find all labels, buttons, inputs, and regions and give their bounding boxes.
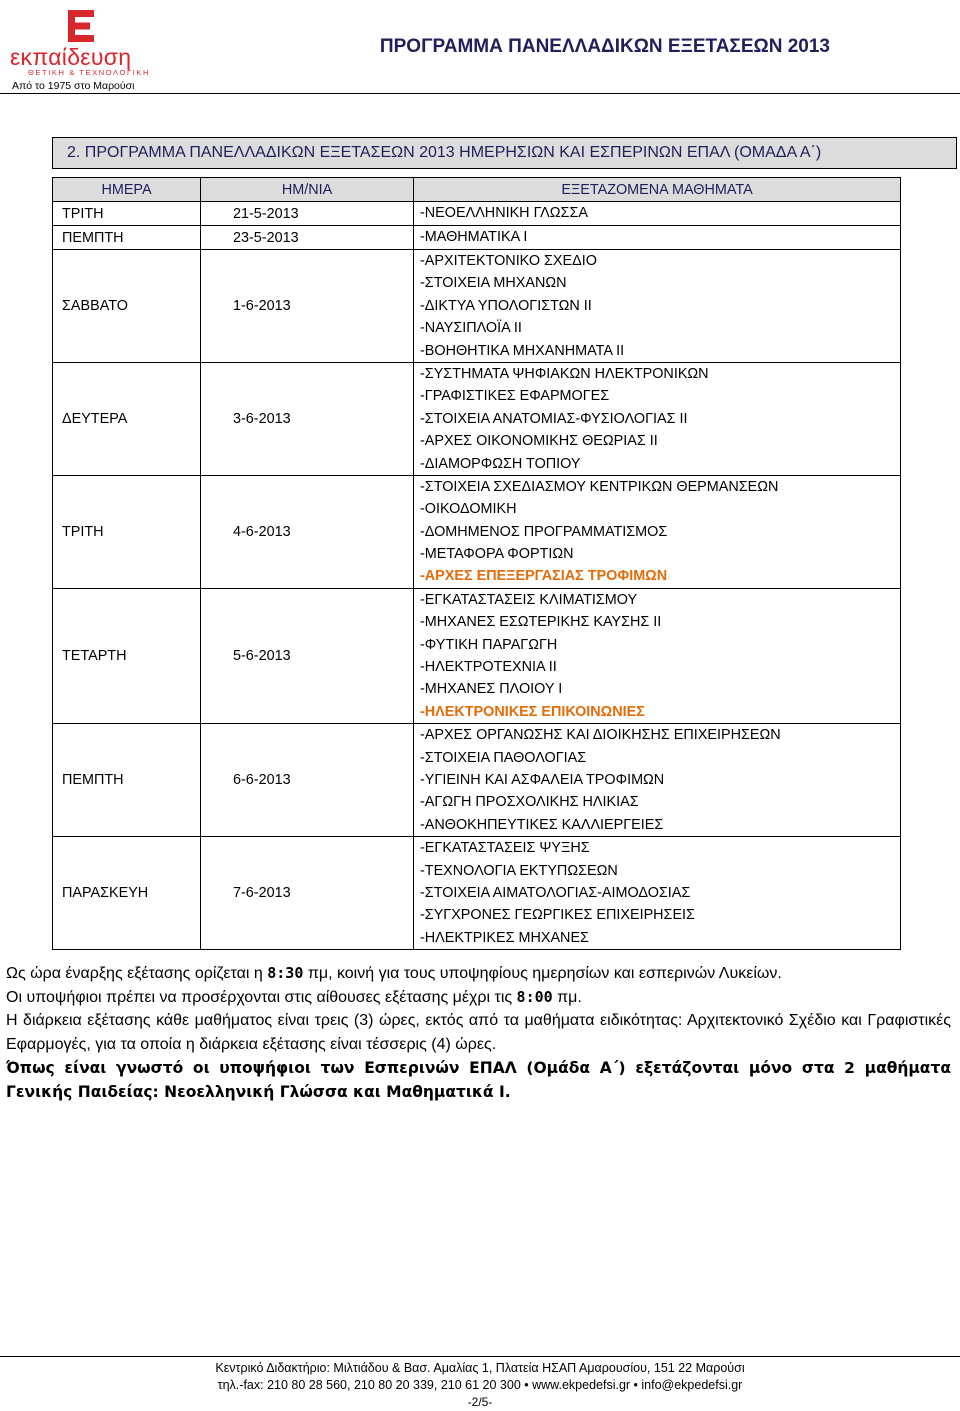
table-body	[53, 202, 901, 950]
notes	[6, 962, 951, 1104]
subject-item: -ΦΥΤΙΚΗ ΠΑΡΑΓΩΓΗ	[420, 636, 558, 653]
subject-item: -ΣΤΟΙΧΕΙΑ ΣΧΕΔΙΑΣΜΟΥ ΚΕΝΤΡΙΚΩΝ ΘΕΡΜΑΝΣΕΩΝ	[420, 478, 779, 495]
subject-item: -ΣΥΓΧΡΟΝΕΣ ΓΕΩΡΓΙΚΕΣ ΕΠΙΧΕΙΡΗΣΕΙΣ	[420, 907, 695, 924]
subject-item: -ΓΡΑΦΙΣΤΙΚΕΣ ΕΦΑΡΜΟΓΕΣ	[420, 388, 610, 405]
subject-item: -ΣΤΟΙΧΕΙΑ ΜΗΧΑΝΩΝ	[420, 275, 567, 292]
subject-item: -ΔΙΑΜΟΡΦΩΣΗ ΤΟΠΙΟΥ	[420, 455, 581, 472]
logo-name: εκπαίδευση	[10, 44, 132, 70]
cell-day: ΣΑΒΒΑΤΟ	[53, 250, 201, 363]
cell-day: ΠΕΜΠΤΗ	[53, 724, 201, 837]
cell-subjects	[414, 475, 901, 588]
subject-item: -ΜΗΧΑΝΕΣ ΕΣΩΤΕΡΙΚΗΣ ΚΑΥΣΗΣ ΙΙ	[420, 614, 662, 631]
subject-item: -ΣΤΟΙΧΕΙΑ ΠΑΘΟΛΟΓΙΑΣ	[420, 749, 587, 766]
cell-day: ΠΕΜΠΤΗ	[53, 226, 201, 250]
table-row	[53, 226, 901, 250]
subject-item: -ΗΛΕΚΤΡΟΤΕΧΝΙΑ ΙΙ	[420, 659, 557, 676]
cell-subjects	[414, 588, 901, 723]
subject-item: -ΔΙΚΤΥΑ ΥΠΟΛΟΓΙΣΤΩΝ ΙΙ	[420, 297, 592, 314]
subject-item: -ΗΛΕΚΤΡΟΝΙΚΕΣ ΕΠΙΚΟΙΝΩΝΙΕΣ	[420, 703, 645, 720]
subject-item: -ΟΙΚΟΔΟΜΙΚΗ	[420, 501, 517, 518]
page-number: -2/5-	[467, 1395, 493, 1409]
logo-e-mark-icon	[66, 10, 96, 42]
subject-item: -ΑΡΧΙΤΕΚΤΟΝΙΚΟ ΣΧΕΔΙΟ	[420, 253, 597, 269]
subject-item: -ΑΝΘΟΚΗΠΕΥΤΙΚΕΣ ΚΑΛΛΙΕΡΓΕΙΕΣ	[420, 816, 664, 833]
note-start-time	[6, 962, 951, 986]
subject-item: -ΑΡΧΕΣ ΟΙΚΟΝΟΜΙΚΗΣ ΘΕΩΡΙΑΣ ΙΙ	[420, 433, 658, 450]
cell-date: 23-5-2013	[201, 226, 414, 250]
arrival-time: 8:00	[516, 987, 553, 1006]
cell-date: 5-6-2013	[201, 588, 414, 723]
subject-item: -ΜΑΘΗΜΑΤΙΚΑ Ι	[420, 229, 528, 246]
logo-since: Από το 1975 στο Μαρούσι	[12, 80, 135, 92]
subject-item: -ΤΕΧΝΟΛΟΓΙΑ ΕΚΤΥΠΩΣΕΩΝ	[420, 862, 618, 879]
subject-item: -ΑΡΧΕΣ ΕΠΕΞΕΡΓΑΣΙΑΣ ΤΡΟΦΙΜΩΝ	[420, 568, 668, 585]
subject-item: -ΣΥΣΤΗΜΑΤΑ ΨΗΦΙΑΚΩΝ ΗΛΕΚΤΡΟΝΙΚΩΝ	[420, 365, 709, 382]
cell-date: 4-6-2013	[201, 475, 414, 588]
subject-item: -ΕΓΚΑΤΑΣΤΑΣΕΙΣ ΨΥΞΗΣ	[420, 840, 590, 857]
note-duration: Η διάρκεια εξέτασης κάθε μαθήματος είναι τρεις (3) ώρες, εκτός από τα μαθήματα ειδικότητας: Αρχιτεκτονικό Σχέδιο και Γραφιστικές Εφαρμογές, για τα οποία η διάρκεια εξέτασης είναι τέσσερις (4) ώρες.	[6, 1012, 951, 1053]
subject-item: -ΣΤΟΙΧΕΙΑ ΑΙΜΑΤΟΛΟΓΙΑΣ-ΑΙΜΟΔΟΣΙΑΣ	[420, 884, 691, 901]
cell-subjects	[414, 202, 901, 226]
cell-day: ΔΕΥΤΕΡΑ	[53, 362, 201, 475]
table-row	[53, 475, 901, 588]
footer-address: Κεντρικό Διδακτήριο: Μιλτιάδου & Βασ. Αμαλίας 1, Πλατεία ΗΣΑΠ Αμαρουσίου, 151 22 Μαρούσι	[215, 1361, 745, 1375]
footer-contacts: τηλ.-fax: 210 80 28 560, 210 80 20 339, 210 61 20 300 • www.ekpedefsi.gr • info@ekpedefsi.gr	[217, 1378, 743, 1392]
cell-day: ΤΡΙΤΗ	[53, 202, 201, 226]
note-text: Οι υποψήφιοι πρέπει να προσέρχονται στις αίθουσες εξέτασης μέχρι τις	[6, 988, 517, 1006]
table-row	[53, 362, 901, 475]
note-evening-schools: Όπως είναι γνωστό οι υποψήφιοι των Εσπερινών ΕΠΑΛ (Ομάδα Α΄) εξετάζονται μόνο στα 2 μαθήματα Γενικής Παιδείας: Νεοελληνική Γλώσσα και Μαθηματικά Ι.	[6, 1059, 951, 1101]
subject-item: -ΑΓΩΓΗ ΠΡΟΣΧΟΛΙΚΗΣ ΗΛΙΚΙΑΣ	[420, 794, 639, 811]
table-row	[53, 588, 901, 723]
cell-subjects	[414, 837, 901, 950]
cell-subjects	[414, 250, 901, 363]
header-title: ΠΡΟΓΡΑΜΜΑ ΠΑΝΕΛΛΑΔΙΚΩΝ ΕΞΕΤΑΣΕΩΝ 2013	[379, 36, 830, 57]
subject-item: -ΗΛΕΚΤΡΙΚΕΣ ΜΗΧΑΝΕΣ	[420, 929, 589, 946]
cell-date: 6-6-2013	[201, 724, 414, 837]
table-header-row	[53, 178, 901, 202]
cell-day: ΤΕΤΑΡΤΗ	[53, 588, 201, 723]
note-arrival-time	[6, 986, 951, 1010]
cell-day: ΠΑΡΑΣΚΕΥΗ	[53, 837, 201, 950]
table-row	[53, 250, 901, 363]
table-row	[53, 724, 901, 837]
cell-date: 3-6-2013	[201, 362, 414, 475]
column-header-subjects: ΕΞΕΤΑΖΟΜΕΝΑ ΜΑΘΗΜΑΤΑ	[414, 178, 901, 202]
note-text: πμ.	[552, 988, 582, 1006]
subject-item: -ΒΟΗΘΗΤΙΚΑ ΜΗΧΑΝΗΜΑΤΑ ΙΙ	[420, 342, 625, 359]
cell-subjects	[414, 226, 901, 250]
logo	[8, 6, 158, 92]
table-row	[53, 837, 901, 950]
footer-divider	[0, 1356, 960, 1357]
subject-item: -ΔΟΜΗΜΕΝΟΣ ΠΡΟΓΡΑΜΜΑΤΙΣΜΟΣ	[420, 523, 668, 540]
page-header	[330, 36, 830, 58]
subject-item: -ΝΑΥΣΙΠΛΟΪΑ ΙΙ	[420, 320, 522, 337]
subject-item: -ΝΕΟΕΛΛΗΝΙΚΗ ΓΛΩΣΣΑ	[420, 205, 588, 222]
subject-item: -ΣΤΟΙΧΕΙΑ ΑΝΑΤΟΜΙΑΣ-ΦΥΣΙΟΛΟΓΙΑΣ ΙΙ	[420, 410, 688, 427]
subject-item: -ΜΕΤΑΦΟΡΑ ΦΟΡΤΙΩΝ	[420, 546, 574, 563]
section-heading: 2. ΠΡΟΓΡΑΜΜΑ ΠΑΝΕΛΛΑΔΙΚΩΝ ΕΞΕΤΑΣΕΩΝ 2013 ΗΜΕΡΗΣΙΩΝ ΚΑΙ ΕΣΠΕΡΙΝΩΝ ΕΠΑΛ (ΟΜΑΔΑ Α΄)	[52, 137, 957, 169]
logo-subtitle: ΘΕΤΙΚΗ & ΤΕΧΝΟΛΟΓΙΚΗ	[28, 68, 150, 77]
page-footer	[0, 1360, 960, 1411]
cell-day: ΤΡΙΤΗ	[53, 475, 201, 588]
cell-date: 1-6-2013	[201, 250, 414, 363]
subject-item: -ΕΓΚΑΤΑΣΤΑΣΕΙΣ ΚΛΙΜΑΤΙΣΜΟΥ	[420, 591, 638, 608]
note-text: Ως ώρα έναρξης εξέτασης ορίζεται η	[6, 965, 268, 982]
subject-item: -ΥΓΙΕΙΝΗ ΚΑΙ ΑΣΦΑΛΕΙΑ ΤΡΟΦΙΜΩΝ	[420, 771, 665, 788]
cell-subjects	[414, 362, 901, 475]
start-time: 8:30	[267, 964, 304, 982]
column-header-day: ΗΜΕΡΑ	[53, 178, 201, 202]
exam-schedule-table	[52, 177, 901, 950]
cell-date: 21-5-2013	[201, 202, 414, 226]
subject-item: -ΜΗΧΑΝΕΣ ΠΛΟΙΟΥ Ι	[420, 681, 563, 698]
column-header-date: ΗΜ/ΝΙΑ	[201, 178, 414, 202]
table-row	[53, 202, 901, 226]
subject-item: -ΑΡΧΕΣ ΟΡΓΑΝΩΣΗΣ ΚΑΙ ΔΙΟΙΚΗΣΗΣ ΕΠΙΧΕΙΡΗΣΕΩΝ	[420, 727, 781, 744]
cell-date: 7-6-2013	[201, 837, 414, 950]
note-text: πμ, κοινή για τους υποψηφίους ημερησίων και εσπερινών Λυκείων.	[303, 965, 782, 982]
header-divider	[0, 93, 960, 94]
cell-subjects	[414, 724, 901, 837]
